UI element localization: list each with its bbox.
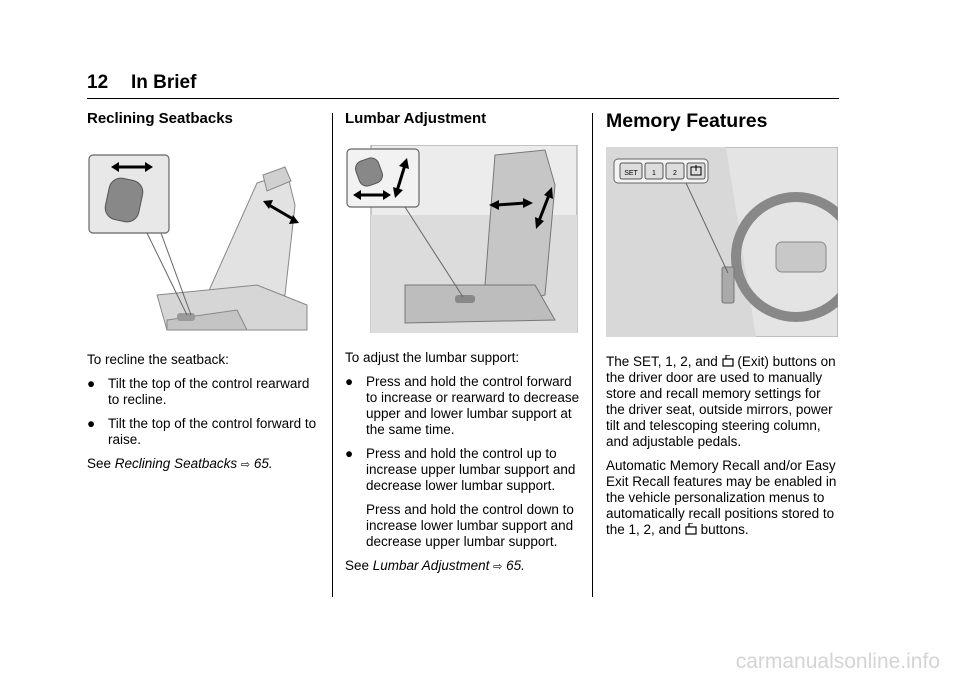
memory-paragraph-2: Automatic Memory Recall and/or Easy Exit Recall features may be enabled in the vehicle personalization menus to automatically recall positions stored to the 1, 2, and buttons. [606,458,837,537]
exit-seat-icon [722,355,734,367]
memory-buttons-illustration [606,147,840,342]
exit-seat-icon [685,523,697,535]
button-1-label: 1 [652,170,656,177]
reference-link-reclining[interactable]: Reclining Seatbacks [114,456,238,471]
page-title: In Brief [131,72,197,93]
lumbar-seat-illustration [345,145,580,338]
bullet: ● [87,416,96,431]
column-lumbar [345,110,580,575]
bullet: ● [345,446,354,461]
lumbar-seat-drawing [345,145,579,333]
memory-paragraph-1: The SET, 1, 2, and (Exit) buttons on the driver door are used to manually store and recall memory settings for the driver seat, outside mirrors, power tilt and telescoping steering column, and adjustable pedals. [606,354,836,449]
list-item: ● Tilt the top of the control forward to raise. [87,416,317,447]
reclining-seat-drawing [87,145,315,335]
see-reference-reclining: See Reclining Seatbacks ⇨ 65. [87,456,273,471]
bullet: ● [87,376,96,391]
page-arrow-icon: ⇨ [493,561,503,573]
lumbar-steps [345,374,580,494]
section-heading-memory: Memory Features [606,110,768,132]
set-button-label: SET [624,170,638,177]
section-heading-reclining: Reclining Seatbacks [87,110,233,127]
column-reclining [87,110,319,473]
list-item: ● Press and hold the control up to increase upper lumbar support and decrease lower lumbar support. [345,446,576,493]
reference-page[interactable]: 65. [253,456,273,471]
reference-page[interactable]: 65. [506,558,525,573]
column-divider-2 [592,113,593,597]
lumbar-lead: To adjust the lumbar support: [345,350,520,365]
page-arrow-icon: ⇨ [240,459,251,471]
watermark: carmanualsonline.info [735,650,940,673]
bullet: ● [345,374,354,389]
list-item: ● Press and hold the control forward to increase or rearward to decrease upper and lower lumbar support at the same time. [345,374,580,437]
column-divider-1 [332,113,333,597]
page-number: 12 [87,72,109,93]
column-memory [606,110,840,538]
reclining-steps [87,376,319,448]
header-rule [87,98,839,99]
reference-link-lumbar[interactable]: Lumbar Adjustment [372,558,490,573]
reclining-seat-illustration [87,145,319,340]
see-reference-lumbar: See Lumbar Adjustment ⇨ 65. [345,558,525,573]
reclining-lead: To recline the seatback: [87,352,229,367]
section-heading-lumbar: Lumbar Adjustment [345,110,487,127]
lumbar-sub-paragraph: Press and hold the control down to increase lower lumbar support and decrease upper lumbar support. [366,502,574,549]
page-header [87,70,839,100]
memory-door-drawing [606,147,838,337]
list-item: ● Tilt the top of the control rearward to recline. [87,376,310,407]
button-2-label: 2 [673,170,677,177]
